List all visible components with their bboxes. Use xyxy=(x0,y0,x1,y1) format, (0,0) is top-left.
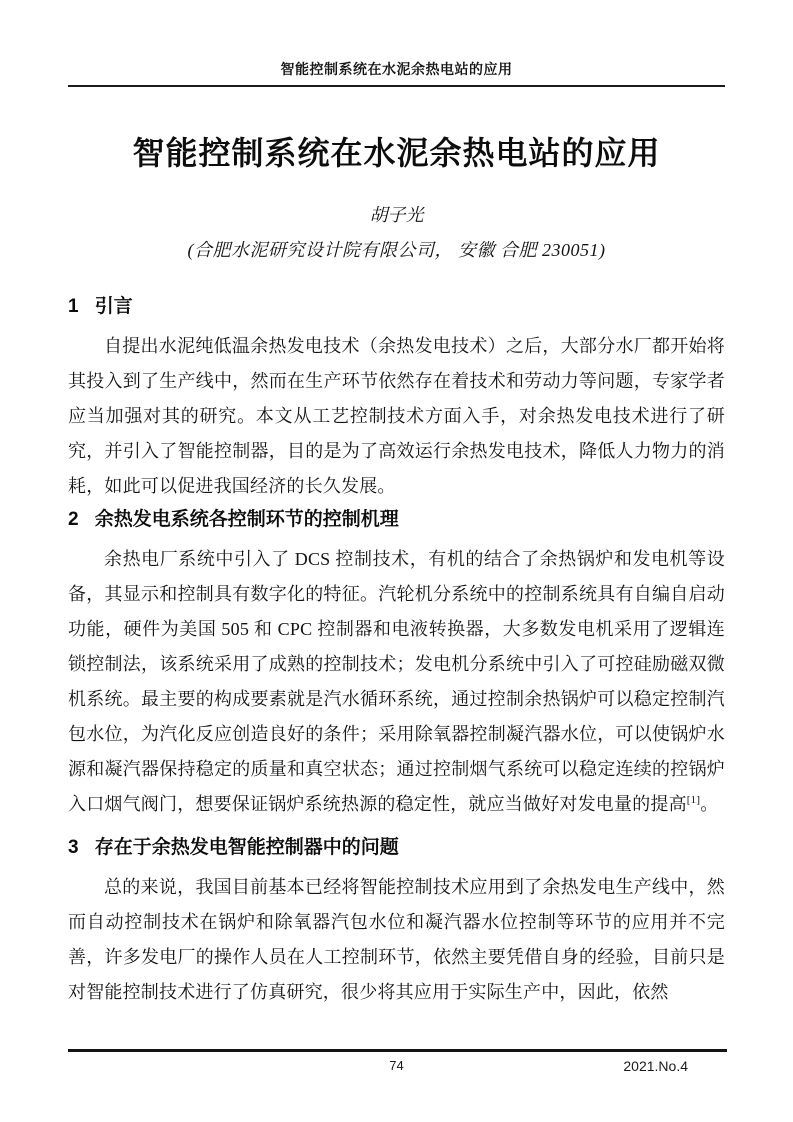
section-3 xyxy=(68,834,725,1010)
running-header: 智能控制系统在水泥余热电站的应用 xyxy=(280,63,513,78)
footer-rule xyxy=(68,1049,727,1052)
issue-label: 2021.No.4 xyxy=(623,1058,688,1074)
section-heading xyxy=(68,834,725,862)
header-rule xyxy=(68,85,725,87)
section-number: 1 xyxy=(68,296,79,317)
section-heading xyxy=(68,506,725,534)
section-1 xyxy=(68,293,725,504)
article-body xyxy=(68,293,725,1010)
section-heading xyxy=(68,293,725,321)
page-number: 74 xyxy=(389,1058,404,1073)
paragraph: 自提出水泥纯低温余热发电技术（余热发电技术）之后，大部分水厂都开始将其投入到了生产线中，然而在生产环节依然存在着技术和劳动力等问题，专家学者应当加强对其的研究。本文从工艺控制技术方面入手，对余热发电技术进行了研究，并引入了智能控制器，目的是为了高效运行余热发电技术，降低人力物力的消耗，如此可以促进我国经济的长久发展。 xyxy=(68,336,725,496)
citation-ref: [1] xyxy=(686,794,701,806)
section-title: 存在于余热发电智能控制器中的问题 xyxy=(94,837,399,858)
paragraph: 余热电厂系统中引入了 DCS 控制技术，有机的结合了余热锅炉和发电机等设备，其显示和控制具有数字化的特征。汽轮机分系统中的控制系统具有自编自启动功能，硬件为美国 505 和 CPC 控制器和电液转换器，大多数发电机采用了逻辑连锁控制法，该系统采用了成熟的控制技术；发电机分系统中引入了可控硅励磁双微机系统。最主要的构成要素就是汽水循环系统，通过控制余热锅炉可以稳定控制汽包水位，为汽化反应创造良好的条件；采用除氧器控制凝汽器水位，可以使锅炉水源和凝汽器保持稳定的质量和真空状态；通过控制烟气系统可以稳定连续的控锅炉入口烟气阀门，想要保证锅炉系统热源的稳定性，就应当做好对发电量的提高[1]。 xyxy=(68,549,725,814)
author-name: 胡子光 xyxy=(369,205,424,225)
section-2 xyxy=(68,506,725,822)
author-affiliation: (合肥水泥研究设计院有限公司， 安徽 合肥 230051) xyxy=(187,240,606,260)
paragraph: 总的来说，我国目前基本已经将智能控制技术应用到了余热发电生产线中，然而自动控制技术在锅炉和除氧器汽包水位和凝汽器水位控制等环节的应用并不完善，许多发电厂的操作人员在人工控制环节，依然主要凭借自身的经验，目前只是对智能控制技术进行了仿真研究，很少将其应用于实际生产中，因此，依然 xyxy=(68,877,725,1002)
section-number: 2 xyxy=(68,509,79,530)
article-title: 智能控制系统在水泥余热电站的应用 xyxy=(132,135,661,171)
section-number: 3 xyxy=(68,837,79,858)
section-title: 余热发电系统各控制环节的控制机理 xyxy=(94,509,399,530)
section-title: 引言 xyxy=(94,296,133,317)
page-footer xyxy=(68,1057,725,1077)
